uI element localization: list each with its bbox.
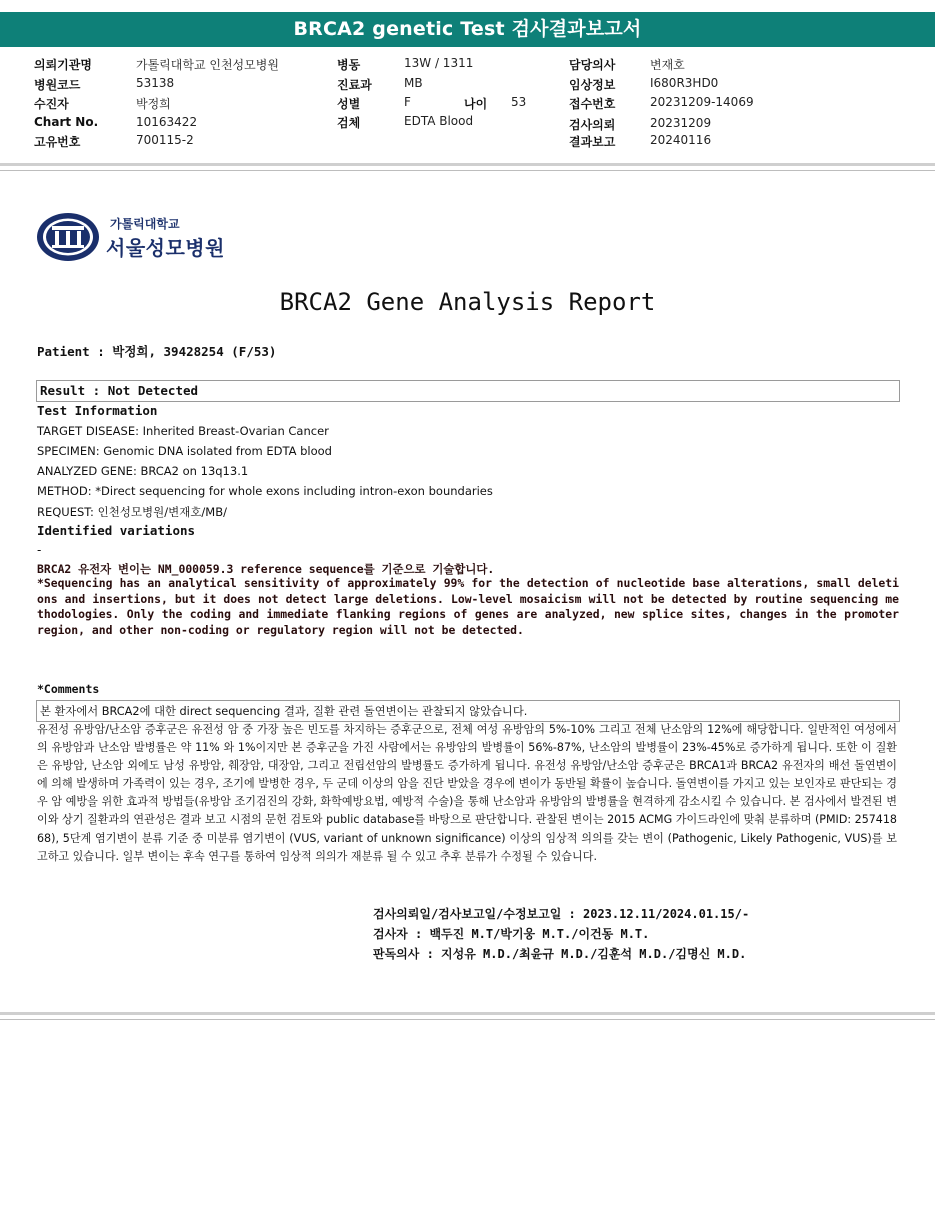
chart-no-value: 10163422 bbox=[136, 115, 198, 129]
physician-label: 담당의사 bbox=[569, 58, 616, 72]
comment-body: 유전성 유방암/난소암 증후군은 유전성 암 중 가장 높은 빈도를 차지하는 증후군으로, 전체 여성 유방암의 5%-10% 그리고 전체 난소암의 12%에 해당합니다. 일반적인 여성에서의 유방암과 난소암 발병률은 약 11% 와 1%이지만 본 증후군을 가진 사람에서는 유방암의 발병률이 56%-87%, 난소암의 발병률이 23%-45%로 증가하게 됩니다. 또한 이 질환은 유방암, 난소암 외에도 남성 유방암, 췌장암, 대장암, 그리고 전립선암의 발병률도 증가하게 됩니다. 유전성 유방암/난소암 증후군은 BRCA1과 BRCA2 유전자의 배선 돌연변이에 의해 발생하며 가족력이 있는 경우, 조기에 발병한 경우, 두 군데 이상의 암을 진단 받았을 경우에 변이가 동반될 확률이 높습니다. 돌연변이를 가지고 있는 보인자로 판단되는 경우 암 예방을 위한 효과적 방법들(유방암 조기검진의 강화, 화학예방요법, 예방적 수술)을 통해 난소암과 유방암의 발병률을 현격하게 감소시킬 수 있습니다. 본 검사에서 발견된 변이와 상기 질환과의 연관성은 결과 보고 시점의 문헌 검토와 public database를 바탕으로 판단합니다. 관찰된 변이는 2015 ACMG 가이드라인에 맞춰 분류하며 (PMID: 25741868), 5단계 염기변이 분류 기준 중 미분류 염기변이 (VUS, variant of unknown significance) 이상의 임상적 의의를 갖는 변이 (Pathogenic, Likely Pathogenic, VUS)를 보고하고 있습니다. 일부 변이는 후속 연구를 통하여 임상적 의의가 재분류 될 수 있고 추후 분류가 수정될 수 있습니다. bbox=[37, 723, 897, 863]
sex-label: 성별 bbox=[337, 97, 361, 111]
examinee-value: 박정희 bbox=[136, 97, 171, 111]
hospital-emblem-icon bbox=[36, 212, 100, 262]
specimen-value: EDTA Blood bbox=[404, 114, 474, 128]
examiners-line: 검사자 : 백두진 M.T/박기웅 M.T./이건동 M.T. bbox=[373, 927, 650, 941]
header-divider-thin bbox=[0, 170, 935, 171]
unique-no-label: 고유번호 bbox=[34, 135, 81, 149]
comment-box bbox=[36, 700, 900, 722]
result-text: Result : Not Detected bbox=[40, 383, 199, 398]
report-title: BRCA2 Gene Analysis Report bbox=[279, 288, 656, 316]
examinee-label: 수진자 bbox=[34, 97, 69, 111]
age-label: 나이 bbox=[464, 97, 488, 111]
clinical-info-value: I680R3HD0 bbox=[650, 76, 719, 90]
specimen-label: 검체 bbox=[337, 116, 361, 130]
analyzed-gene-line: ANALYZED GENE: BRCA2 on 13q13.1 bbox=[37, 464, 249, 478]
hospital-code-label: 병원코드 bbox=[34, 78, 81, 92]
test-information-heading: Test Information bbox=[37, 403, 158, 418]
receipt-no-value: 20231209-14069 bbox=[650, 95, 754, 109]
sex-value: F bbox=[404, 95, 411, 109]
reference-sequence-note: BRCA2 유전자 변이는 NM_000059.3 reference sequence를 기준으로 기술합니다. bbox=[37, 562, 495, 576]
hospital-code-value: 53138 bbox=[136, 76, 175, 90]
logo-line2: 서울성모병원 bbox=[106, 236, 225, 260]
ward-label: 병동 bbox=[337, 58, 361, 72]
clinical-info-label: 임상정보 bbox=[569, 78, 616, 92]
request-date-label: 검사의뢰 bbox=[569, 118, 616, 132]
identified-variations-heading: Identified variations bbox=[37, 523, 196, 538]
footer-divider-thin bbox=[0, 1019, 935, 1020]
logo-line1: 가톨릭대학교 bbox=[110, 217, 180, 231]
patient-info-grid bbox=[0, 52, 935, 160]
department-value: MB bbox=[404, 76, 423, 90]
patient-line: Patient : 박정희, 39428254 (F/53) bbox=[37, 344, 277, 359]
comment-box-text: 본 환자에서 BRCA2에 대한 direct sequencing 결과, 질환 관련 돌연변이는 관찰되지 않았습니다. bbox=[40, 705, 528, 718]
sensitivity-note: *Sequencing has an analytical sensitivity of approximately 99% for the detection of nucleotide base alterations, small deletions and insertions, but it does not detect large deletions. Low-level mosaicism will not be detected by routine sequencing methodologies. Only the coding and immediate flanking regions of genes are analyzed, new splice sites, changes in the promoter region, and other non-coding or regulatory region will not be detected. bbox=[37, 576, 899, 637]
comments-heading: *Comments bbox=[37, 682, 100, 696]
report-header-title: BRCA2 genetic Test 검사결과보고서 bbox=[293, 18, 642, 40]
supervisors-line: 판독의사 : 지성유 M.D./최윤규 M.D./김훈석 M.D./김명신 M.D. bbox=[373, 947, 747, 961]
result-box bbox=[36, 380, 900, 402]
report-date-value: 20240116 bbox=[650, 133, 712, 147]
request-line: REQUEST: 인천성모병원/변재호/MB/ bbox=[37, 505, 227, 519]
target-disease-line: TARGET DISEASE: Inherited Breast-Ovarian Cancer bbox=[37, 424, 329, 438]
unique-no-value: 700115-2 bbox=[136, 133, 194, 147]
ward-value: 13W / 1311 bbox=[404, 56, 474, 70]
method-line: METHOD: *Direct sequencing for whole exons including intron-exon boundaries bbox=[37, 484, 493, 498]
institution-label: 의뢰기관명 bbox=[34, 58, 92, 72]
physician-value: 변재호 bbox=[650, 58, 685, 72]
request-date-value: 20231209 bbox=[650, 116, 712, 130]
header-divider bbox=[0, 163, 935, 166]
report-date-label: 결과보고 bbox=[569, 135, 616, 149]
report-header-bar bbox=[0, 12, 935, 47]
department-label: 진료과 bbox=[337, 78, 372, 92]
footer-divider bbox=[0, 1012, 935, 1015]
dates-line: 검사의뢰일/검사보고일/수정보고일 : 2023.12.11/2024.01.15/- bbox=[373, 907, 750, 921]
identified-variations-value: - bbox=[37, 543, 42, 557]
receipt-no-label: 접수번호 bbox=[569, 97, 616, 111]
chart-no-label: Chart No. bbox=[34, 115, 99, 129]
institution-value: 가톨릭대학교 인천성모병원 bbox=[136, 58, 279, 72]
hospital-logo bbox=[36, 212, 236, 262]
age-value: 53 bbox=[511, 95, 527, 109]
specimen-line: SPECIMEN: Genomic DNA isolated from EDTA blood bbox=[37, 444, 332, 458]
